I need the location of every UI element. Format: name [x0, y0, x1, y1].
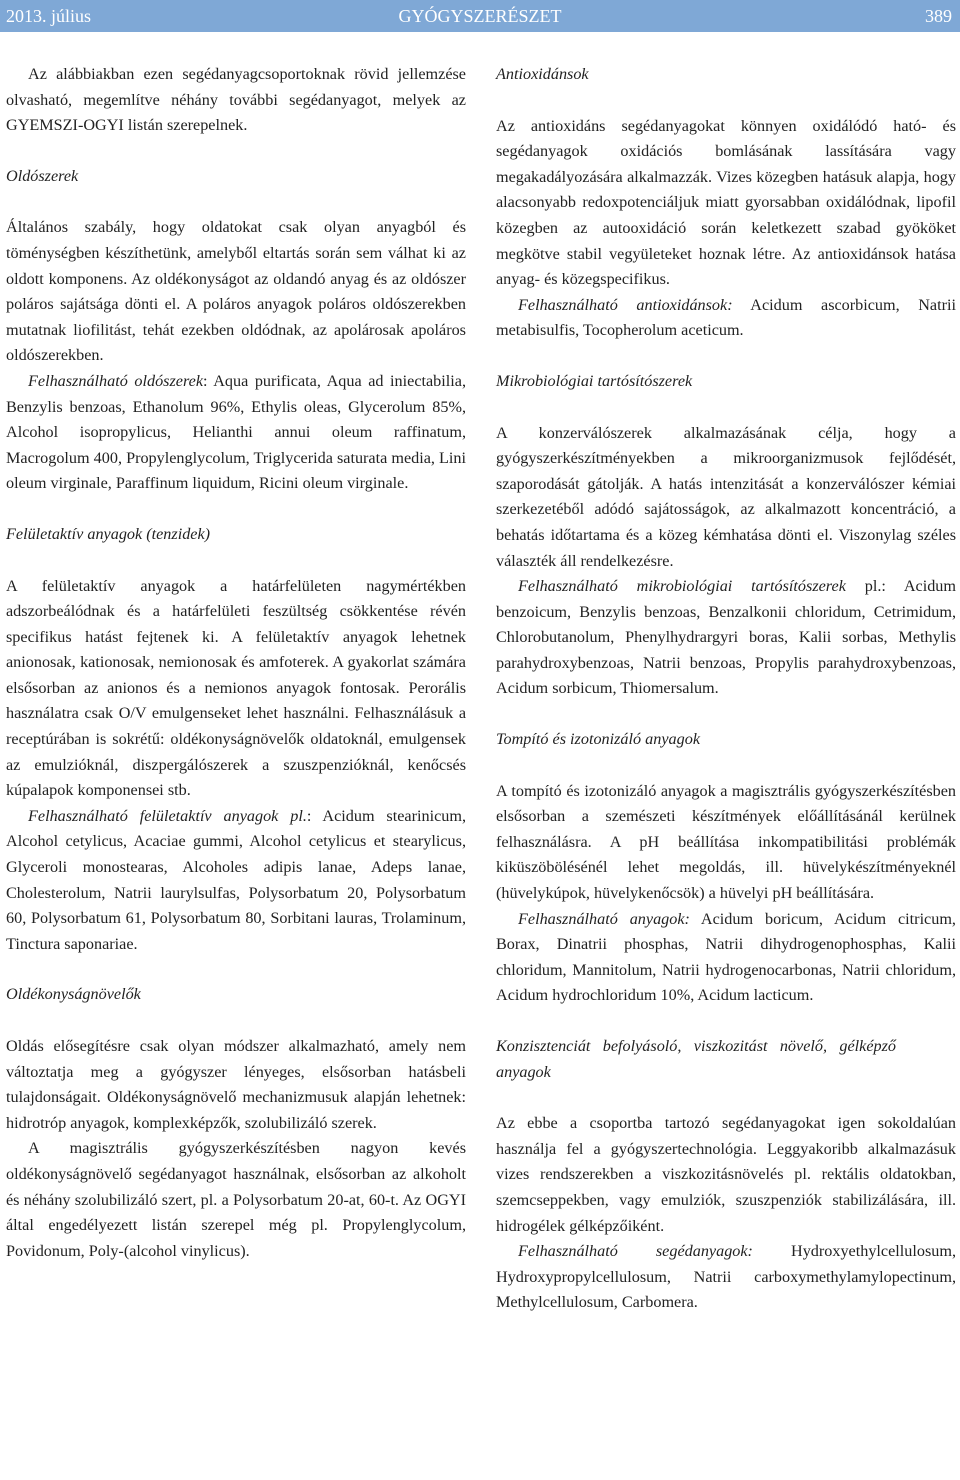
- section-title-surfactants: Felületaktív anyagok (tenzidek): [6, 524, 211, 543]
- preservatives-usable-label: Felhasználható mikrobiológiai tartósítószerek: [518, 577, 846, 596]
- viscosity-usable: [496, 1239, 956, 1316]
- antioxidants-usable-text: Acidum ascorbicum, Natrii metabisulfis, Tocopherolum aceticum.: [496, 295, 956, 340]
- section-title-antioxidants: Antioxidánsok: [496, 65, 589, 83]
- viscosity-usable-label: Felhasználható segédanyagok:: [518, 1242, 753, 1261]
- solvents-paragraph: Általános szabály, hogy oldatokat csak olyan anyagból és töménységben készíthetünk, amelyből eltartás során sem válhat ki az oldott komponens. Az oldékonyságot az oldandó anyag és az oldószer poláros sajátsága dönti el. A poláros anyagok poláros oldószerekben mutatnak liofilitást, tehát ezekben oldódnak, az apolárosak apoláros oldószerekben.: [6, 218, 466, 365]
- surfactants-paragraph: A felületaktív anyagok a határfelületen nagymértékben adszorbeálódnak és a határfelületi feszültség csökkentése révén specifikus hatást fejtenek ki. A felületaktív anyagok lehetnek anionosak, kationosak, nemionosak és amfoterek. A gyakorlat számára elsősorban az anionos és a nemionos anyagok fontosak. Perorális használatra csak O/V emulgenseket lehet használni. Felhasználásuk a receptúrában is sokrétű: oldékonyságnövelők oldatoknál, emulgensek az emulzióknál, diszpergálószerek a szuszpenzióknál, kenőcsés kúpalapok komponensei stb.: [6, 576, 466, 800]
- left-column: [6, 62, 466, 1264]
- antioxidants-usable-label: Felhasználható antioxidánsok:: [518, 295, 733, 314]
- page-number: 389: [925, 6, 952, 26]
- surfactants-usable-label: Felhasználható felületaktív anyagok pl.: [28, 806, 307, 825]
- section-title-solvents: Oldószerek: [6, 166, 79, 185]
- antioxidants-usable: [496, 293, 956, 344]
- section-title-solubilizers: Oldékonyságnövelők: [6, 985, 141, 1004]
- preservatives-usable-text: pl.: Acidum benzoicum, Benzylis benzoas, Benzalkonii chloridum, Cetrimidum, Chlorobutanolum, Phenylhydrargyri boras, Kalii sorbas, Methylis parahydroxybenzoas, Natrii benzoas, Propylis parahydroxybenzoas, Acidum sorbicum, Thiomersalum.: [496, 577, 956, 698]
- section-title-viscosity: Konzisztenciát befolyásoló, viszkozitást növelő, gélképző anyagok: [496, 1037, 896, 1081]
- viscosity-usable-text: Hydroxyethylcellulosum, Hydroxypropylcellulosum, Natrii carboxymethylamylopectinum, Methylcellulosum, Carbomera.: [496, 1242, 956, 1312]
- solvents-usable-text: : Aqua purificata, Aqua ad iniectabilia, Benzylis benzoas, Ethanolum 96%, Ethylis oleas, Glycerolum 85%, Alcohol isopropylicus, Helianthi annui oleum raffinatum, Macrogolum 400, Propylenglycolum, Triglycerida saturata media, Lini oleum virginale, Paraffinum liquidum, Ricini oleum virginale.: [6, 371, 467, 493]
- solvents-usable: [6, 369, 466, 497]
- surfactants-usable: [6, 804, 466, 958]
- preservatives-usable: [496, 574, 956, 702]
- solubilizers-paragraph-2: A magisztrális gyógyszerkészítésben nagyon kevés oldékonyságnövelő segédanyagot használnak, elsősorban az alkoholt és néhány szolubilizáló szert, pl. a Polysorbatum 20-at, 60-t. Az OGYI által engedélyezett listán szerepel még pl. Propylenglycolum, Povidonum, Poly-(alcohol vinylicus).: [6, 1139, 466, 1260]
- section-title-isotonic: Tompító és izotonizáló anyagok: [496, 730, 701, 749]
- section-title-preservatives: Mikrobiológiai tartósítószerek: [496, 371, 693, 390]
- isotonic-usable: [496, 907, 956, 1009]
- preservatives-paragraph: A konzerválószerek alkalmazásának célja, hogy a gyógyszerkészítményekben a mikroorganizmusok fejlődését, szaporodását gátolják. A hatás intenzitását a konzerválószer kémiai szerkezetéből adódó sajátosságok, az alkalmazott koncentráció, a behatás időtartama és a közeg kémhatása dönti el. Viszonylag széles választék áll rendelkezésre.: [496, 423, 956, 570]
- solubilizers-paragraph-1: Oldás elősegítésre csak olyan módszer alkalmazható, amely nem változtatja meg a gyógyszer lényeges, elsősorban hatásbeli tulajdonságait. Oldékonyságnövelő mechanizmusuk alapján lehetnek: hidrotróp anyagok, komplexképzők, szolubilizáló szerek.: [6, 1037, 466, 1132]
- solvents-usable-label: Felhasználható oldószerek: [28, 371, 204, 390]
- intro-paragraph: Az alábbiakban ezen segédanyagcsoportoknak rövid jellemzése olvasható, megemlítve néhány további segédanyagot, melyek az GYEMSZI-OGYI listán szerepelnek.: [6, 65, 466, 135]
- antioxidants-paragraph: Az antioxidáns segédanyagokat könnyen oxidálódó ható- és segédanyagok oxidációs bomlásának lassítására vagy megakadályozására alkalmazzák. Vizes közegben hatásuk alapja, hogy alacsonyabb redoxpotenciáljuk miatt gyorsabban oxidálódnak, lipofil közegben az autooxidáció során keletkezett szabad gyököket megkötve stabil vegyületeket hoznak létre. Az antioxidánsok hatása anyag- és közegspecifikus.: [496, 116, 956, 289]
- journal-title: GYÓGYSZERÉSZET: [398, 6, 562, 26]
- surfactants-usable-text: : Acidum stearinicum, Alcohol cetylicus, Acaciae gummi, Alcohol cetylicus et stearylicus, Glyceroli monostearas, Alcoholes adipis lanae, Adeps lanae, Cholesterolum, Natrii laurylsulfas, Polysorbatum 20, Polysorbatum 60, Polysorbatum 61, Polysorbatum 80, Sorbitani lauras, Trolaminum, Tinctura saponariae.: [6, 806, 466, 953]
- isotonic-usable-label: Felhasználható anyagok:: [518, 909, 690, 928]
- isotonic-usable-text: Acidum boricum, Acidum citricum, Borax, Dinatrii phosphas, Natrii dihydrogenophosphas, Kalii chloridum, Mannitolum, Natrii hydrogenocarbonas, Natrii chloridum, Acidum hydrochloridum 10%, Acidum lacticum.: [496, 909, 956, 1005]
- viscosity-paragraph: Az ebbe a csoportba tartozó segédanyagokat igen sokoldalúan használja fel a gyógyszertechnológia. Leggyakoribb alkalmazásuk vizes rendszerekben a viszkozitásnövelés pl. rektális oldatokban, szemcseppekben, vagy emulziók, szuszpenziók stabilizálására, ill. hidrogélek gélképzőiként.: [496, 1114, 956, 1235]
- page-header: [0, 0, 960, 32]
- isotonic-paragraph: A tompító és izotonizáló anyagok a magisztrális gyógyszerkészítésben elsősorban a szemészeti készítmények előállításánál kerülnek felhasználásra. A pH beállítása inkompatibilitási problémák kiküszöbölésénél lehet megoldás, ill. hüvelykészítményeknél (hüvelykúpok, hüvelykenőcsök) a hüvelyi pH beállítására.: [496, 781, 956, 903]
- issue-date: 2013. július: [6, 6, 92, 26]
- right-column: [496, 62, 956, 1316]
